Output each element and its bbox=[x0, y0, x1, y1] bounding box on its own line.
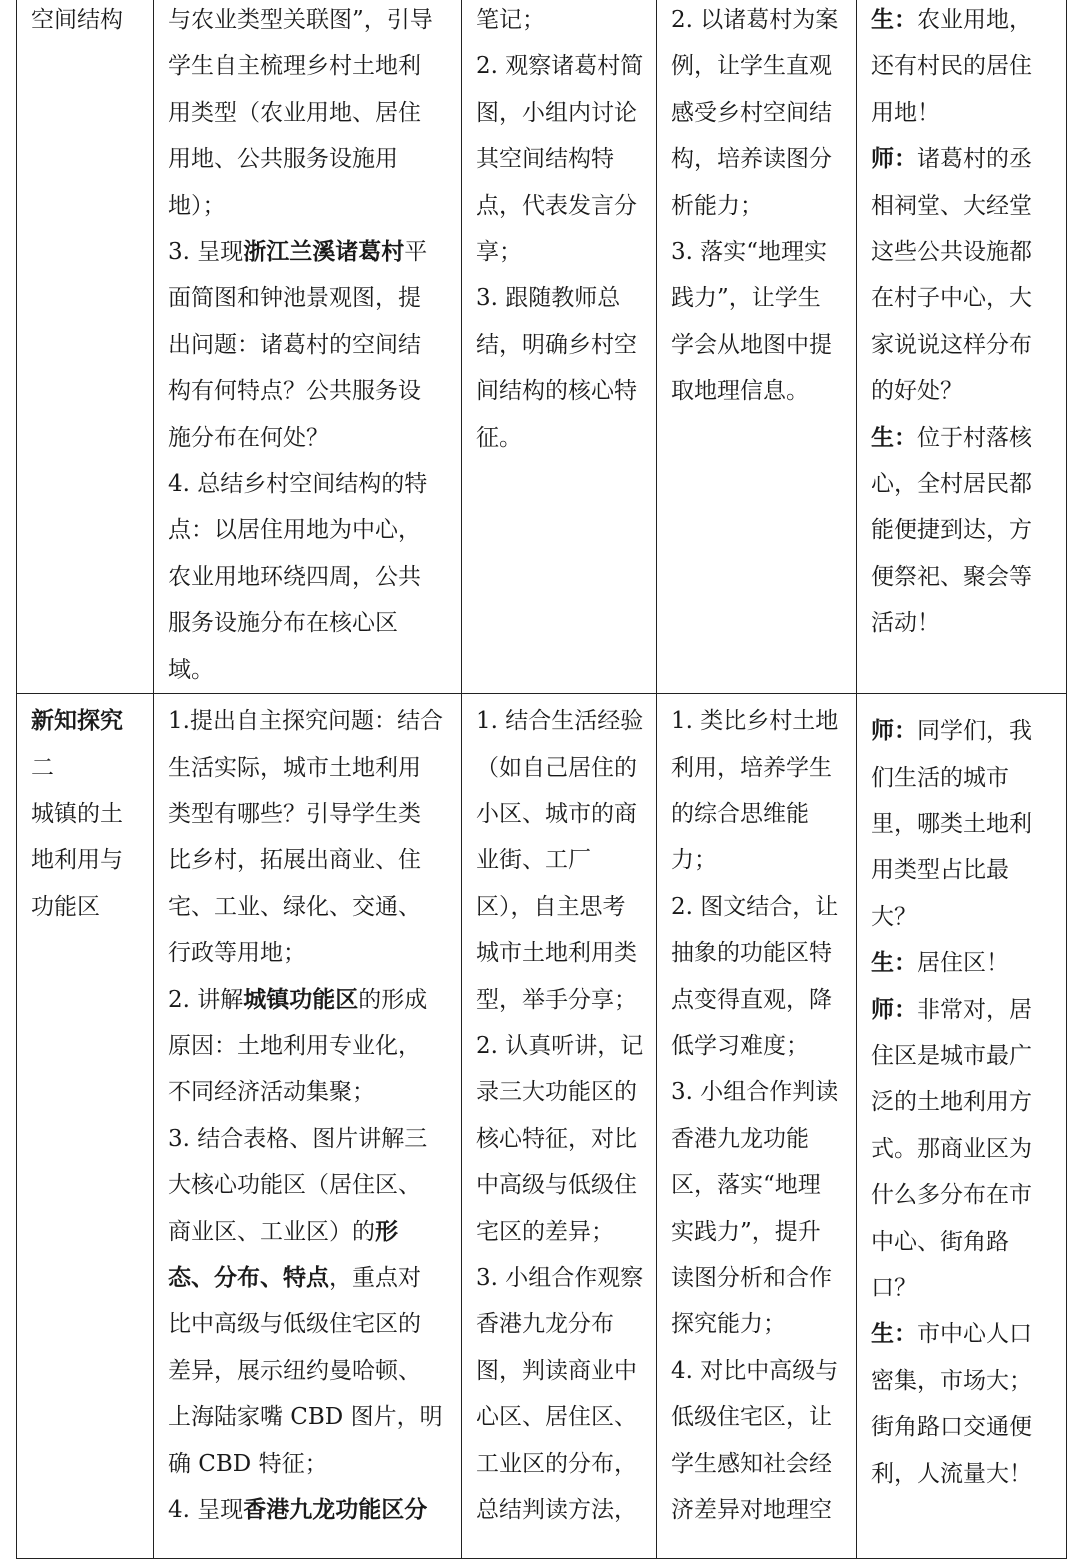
text-line: 式。那商业区为 bbox=[871, 1135, 1032, 1162]
text-line: 住区是城市最广 bbox=[871, 1042, 1032, 1069]
speaker-student: 生： bbox=[871, 1320, 917, 1348]
text-line: 析能力； bbox=[671, 192, 763, 219]
text-line: 3. 结合表格、图片讲解三 bbox=[168, 1125, 428, 1152]
stage-cell bbox=[17, 0, 154, 694]
text-line: 取地理信息。 bbox=[671, 378, 809, 405]
speaker-student: 生： bbox=[871, 6, 917, 33]
text-line: 区），自主思考 bbox=[476, 893, 626, 920]
text-line: 行政等用地； bbox=[168, 940, 306, 967]
text-line: 实践力”，提升 bbox=[671, 1218, 821, 1245]
text-line: 农业用地环绕四周，公共 bbox=[168, 563, 421, 590]
bold-keyword: 浙江兰溪诸葛村 bbox=[243, 238, 405, 266]
text-line: 类型有哪些？引导学生类 bbox=[168, 800, 421, 827]
speaker-teacher: 师： bbox=[871, 145, 917, 173]
text-line: 用类型（农业用地、居住 bbox=[168, 99, 421, 126]
text-line: 济差异对地理空 bbox=[671, 1497, 832, 1523]
lesson-plan-table bbox=[16, 0, 1067, 1559]
text-line: 这些公共设施都 bbox=[871, 239, 1032, 266]
stage-line: 功能区 bbox=[31, 893, 100, 920]
speaker-teacher: 师： bbox=[871, 995, 917, 1023]
text-line: 低级住宅区，让 bbox=[671, 1404, 832, 1431]
text-line: 香港九龙分布 bbox=[476, 1311, 614, 1338]
text-line: 4. 总结乡村空间结构的特 bbox=[168, 471, 428, 498]
text-line: 区，落实“地理 bbox=[671, 1172, 821, 1199]
dialogue-line: 生：位于村落核 bbox=[871, 423, 1032, 451]
text-line: 里，哪类土地利 bbox=[871, 810, 1032, 837]
text-line: 读图分析和合作 bbox=[671, 1264, 832, 1291]
text-line: （如自己居住的 bbox=[476, 754, 637, 781]
stage-line: 地利用与 bbox=[31, 847, 123, 874]
text-line: 商业区、工业区）的形 bbox=[168, 1217, 398, 1245]
teacher-activity-cell bbox=[154, 0, 462, 694]
stage-line: 城镇的土 bbox=[31, 800, 123, 827]
dialogue-line: 生：居住区！ bbox=[871, 949, 1009, 977]
text-line: 工业区的分布， bbox=[476, 1450, 637, 1477]
text-line: 能便捷到达，方 bbox=[871, 517, 1032, 544]
stage-line: 二 bbox=[31, 754, 54, 781]
text-line: 2. 认真听讲，记 bbox=[476, 1032, 644, 1059]
text-line: 2. 观察诸葛村简 bbox=[476, 53, 644, 80]
text-line: 图，判读商业中 bbox=[476, 1357, 637, 1384]
text-line: 原因：土地利用专业化， bbox=[168, 1032, 421, 1059]
text-line: 2. 图文结合，让 bbox=[671, 893, 839, 920]
text-line: 香港九龙功能 bbox=[671, 1125, 809, 1152]
text-line: 3. 呈现浙江兰溪诸葛村平 bbox=[168, 238, 428, 266]
classroom-dialogue-cell bbox=[857, 694, 1067, 1559]
text-line: 泛的土地利用方 bbox=[871, 1089, 1032, 1116]
text-line: 密集，市场大； bbox=[871, 1367, 1032, 1394]
text-line: 4. 对比中高级与 bbox=[671, 1357, 839, 1384]
text-line: 点变得直观，降 bbox=[671, 986, 832, 1013]
text-line: 城市土地利用类 bbox=[476, 940, 637, 967]
text-line: 便祭祀、聚会等 bbox=[871, 563, 1032, 590]
text-line: 享； bbox=[476, 239, 522, 266]
text-line: 构，培养读图分 bbox=[671, 146, 832, 173]
text-line: 型，举手分享； bbox=[476, 986, 637, 1013]
text-line: 们生活的城市 bbox=[871, 764, 1009, 791]
text-line: 大核心功能区（居住区、 bbox=[168, 1172, 421, 1199]
speaker-student: 生： bbox=[871, 423, 917, 451]
text-line: 宅区的差异； bbox=[476, 1218, 614, 1245]
text-line: 笔记； bbox=[476, 7, 545, 33]
text-line: 抽象的功能区特 bbox=[671, 940, 832, 967]
text-line: 心区、居住区、 bbox=[476, 1404, 637, 1431]
stage-title: 新知探究 bbox=[31, 707, 123, 735]
dialogue-line: 师：诸葛村的丞 bbox=[871, 145, 1032, 173]
bold-keyword: 态、分布、特点 bbox=[168, 1263, 329, 1291]
text-line: 确 CBD 特征； bbox=[168, 1450, 328, 1477]
text-line: 中心、街角路 bbox=[871, 1228, 1009, 1255]
text-line: 与农业类型关联图”，引导 bbox=[168, 7, 433, 33]
classroom-dialogue-cell bbox=[857, 0, 1067, 694]
text-line: 中高级与低级住 bbox=[476, 1172, 637, 1199]
text-line: 学生自主梳理乡村土地利 bbox=[168, 53, 421, 80]
text-line: 地）； bbox=[168, 192, 226, 219]
text-line: 总结判读方法， bbox=[476, 1497, 637, 1523]
table-row-spatial-structure bbox=[17, 0, 1067, 694]
text-line: 不同经济活动集聚； bbox=[168, 1079, 375, 1106]
text-line: 3. 落实“地理实 bbox=[671, 239, 828, 266]
text-line: 出问题：诸葛村的空间结 bbox=[168, 331, 421, 358]
text-line: 利，人流量大！ bbox=[871, 1460, 1032, 1487]
text-line: 街角路口交通便 bbox=[871, 1414, 1032, 1441]
dialogue-line: 生：农业用地， bbox=[871, 6, 1032, 33]
text-line: 家说说这样分布 bbox=[871, 331, 1032, 358]
dialogue-line: 师：非常对，居 bbox=[871, 995, 1032, 1023]
speaker-teacher: 师： bbox=[871, 717, 917, 745]
text-line: 业街、工厂 bbox=[476, 847, 591, 874]
bold-keyword: 形 bbox=[375, 1217, 398, 1245]
text-line: 还有村民的居住 bbox=[871, 53, 1032, 80]
stage-cell bbox=[17, 694, 154, 1559]
text-line: 学会从地图中提 bbox=[671, 331, 832, 358]
text-line: 3. 跟随教师总 bbox=[476, 285, 621, 312]
text-line: 在村子中心，大 bbox=[871, 285, 1032, 312]
text-line: 例，让学生直观 bbox=[671, 53, 832, 80]
text-line: 态、分布、特点，重点对 bbox=[168, 1263, 421, 1291]
text-line: 践力”，让学生 bbox=[671, 285, 821, 312]
text-line: 3. 小组合作观察 bbox=[476, 1264, 644, 1291]
text-line: 的好处？ bbox=[871, 378, 963, 405]
bold-keyword: 香港九龙功能区分 bbox=[243, 1496, 428, 1523]
text-line: 生活实际，城市土地利用 bbox=[168, 754, 421, 781]
text-line: 4. 呈现香港九龙功能区分 bbox=[168, 1496, 428, 1523]
text-line: 大？ bbox=[871, 903, 917, 930]
text-line: 宅、工业、绿化、交通、 bbox=[168, 893, 421, 920]
dialogue-line: 生：市中心人口 bbox=[871, 1320, 1032, 1348]
text-line: 1.提出自主探究问题：结合 bbox=[168, 708, 443, 735]
text-line: 2. 以诸葛村为案 bbox=[671, 7, 839, 33]
text-line: 域。 bbox=[168, 656, 214, 683]
text-line: 点：以居住用地为中心， bbox=[168, 517, 421, 544]
text-line: 2. 讲解城镇功能区的形成 bbox=[168, 985, 428, 1013]
text-line: 3. 小组合作判读 bbox=[671, 1079, 839, 1106]
table-row-urban-land-use bbox=[17, 694, 1067, 1559]
text-line: 1. 类比乡村土地 bbox=[671, 708, 839, 735]
text-line: 点，代表发言分 bbox=[476, 192, 637, 219]
text-line: 学生感知社会经 bbox=[671, 1450, 832, 1477]
text-line: 构有何特点？公共服务设 bbox=[168, 378, 421, 405]
text-line: 感受乡村空间结 bbox=[671, 99, 832, 126]
text-line: 服务设施分布在核心区 bbox=[168, 610, 398, 637]
text-line: 间结构的核心特 bbox=[476, 378, 637, 405]
text-line: 面简图和钟池景观图，提 bbox=[168, 285, 421, 312]
text-line: 比中高级与低级住宅区的 bbox=[168, 1311, 421, 1338]
student-activity-cell bbox=[462, 0, 657, 694]
text-line: 相祠堂、大经堂 bbox=[871, 192, 1032, 219]
dialogue-line: 师：同学们，我 bbox=[871, 717, 1032, 745]
text-line: 小区、城市的商 bbox=[476, 800, 637, 827]
text-line: 施分布在何处？ bbox=[168, 424, 329, 451]
text-line: 活动！ bbox=[871, 610, 940, 637]
text-line: 用地、公共服务设施用 bbox=[168, 146, 398, 173]
text-line: 什么多分布在市 bbox=[871, 1182, 1032, 1209]
text-line: 心，全村居民都 bbox=[871, 471, 1032, 498]
text-line: 结，明确乡村空 bbox=[476, 331, 637, 358]
text-line: 探究能力； bbox=[671, 1311, 786, 1338]
text-line: 核心特征，对比 bbox=[476, 1125, 637, 1152]
text-line: 1. 结合生活经验 bbox=[476, 708, 644, 735]
text-line: 差异，展示纽约曼哈顿、 bbox=[168, 1357, 421, 1384]
spacer bbox=[871, 698, 1060, 708]
stage-line: 空间结构 bbox=[31, 7, 123, 33]
text-line: 比乡村，拓展出商业、住 bbox=[168, 847, 421, 874]
text-line: 的综合思维能 bbox=[671, 800, 809, 827]
text-line: 利用，培养学生 bbox=[671, 754, 832, 781]
text-line: 其空间结构特 bbox=[476, 146, 614, 173]
text-line: 用地！ bbox=[871, 99, 940, 126]
teacher-activity-cell bbox=[154, 694, 462, 1559]
speaker-student: 生： bbox=[871, 949, 917, 977]
text-line: 用类型占比最 bbox=[871, 857, 1009, 884]
design-intent-cell bbox=[657, 0, 857, 694]
student-activity-cell bbox=[462, 694, 657, 1559]
text-line: 图，小组内讨论 bbox=[476, 99, 637, 126]
text-line: 征。 bbox=[476, 424, 522, 451]
text-line: 力； bbox=[671, 847, 717, 874]
text-line: 录三大功能区的 bbox=[476, 1079, 637, 1106]
text-line: 上海陆家嘴 CBD 图片，明 bbox=[168, 1404, 443, 1431]
bold-keyword: 城镇功能区 bbox=[243, 985, 359, 1013]
text-line: 口？ bbox=[871, 1274, 917, 1301]
design-intent-cell bbox=[657, 694, 857, 1559]
text-line: 低学习难度； bbox=[671, 1032, 809, 1059]
